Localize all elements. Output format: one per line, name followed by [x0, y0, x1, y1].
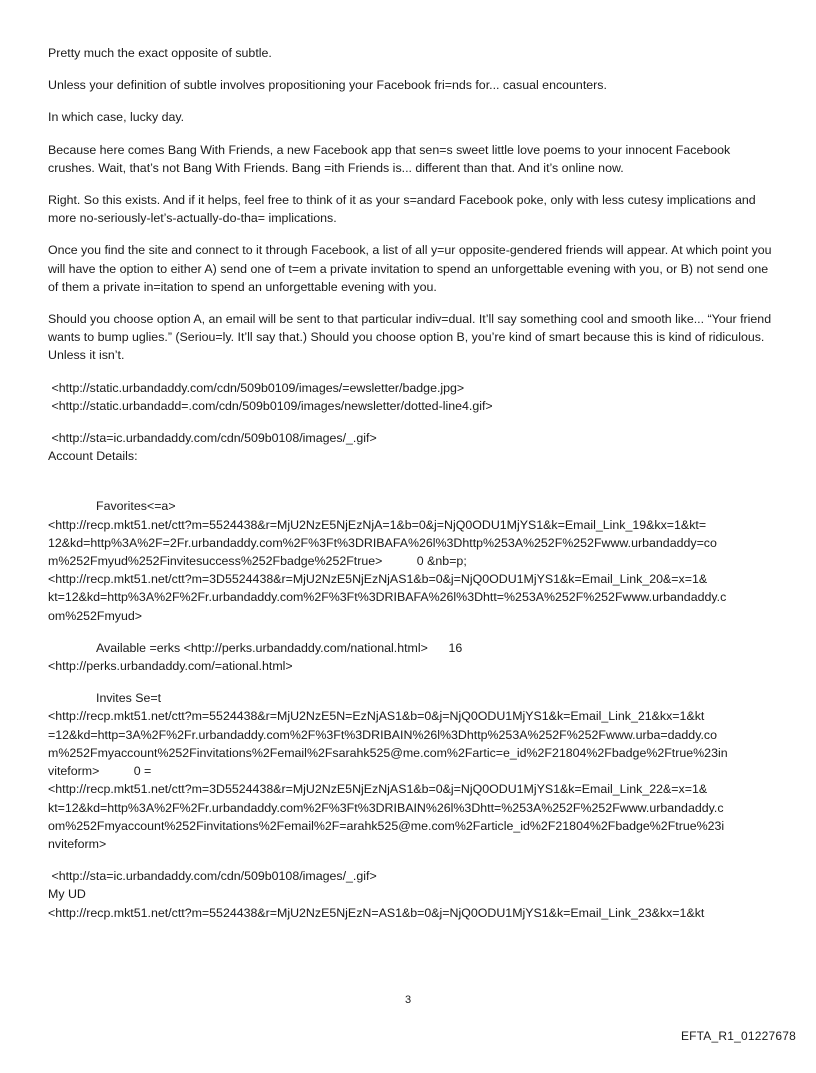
document-id: EFTA_R1_01227678 — [680, 1029, 796, 1043]
invites-link-line[interactable]: <http://recp.mkt51.net/ctt?m=5524438&r=MjU2NzE5N=EzNjAS1&b=0&j=NjQ0ODU1MjYS1&k=Email_Link_21&kx=1&kt — [48, 709, 705, 724]
favorites-link-line[interactable]: kt=12&kd=http%3A%2F%2Fr.urbandaddy.com%2F%3Ft%3DRIBAFA%26l%3Dhtt=%253A%252F%252Fwww.urbandaddy.c — [48, 590, 727, 605]
paragraph-3: In which case, lucky day. — [48, 110, 185, 125]
favorites-link-line[interactable]: <http://recp.mkt51.net/ctt?m=5524438&r=MjU2NzE5NjEzNjA=1&b=0&j=NjQ0ODU1MjYS1&k=Email_Link_19&kx=1&kt= — [48, 517, 707, 532]
invites-link-line[interactable]: m%252Fmyaccount%252Finvitations%2Femail%2Fsarahk525@me.com%2Fartic=e_id%2F21804%2Fbadge%2Ftrue%23in — [48, 745, 728, 760]
perks-link-continued[interactable]: <http://perks.urbandaddy.com/=ational.html> — [48, 659, 293, 674]
invites-link-line[interactable]: om%252Fmyaccount%252Finvitations%2Femail%2F=arahk525@me.com%2Farticle_id%2F21804%2Fbadge%2Ftrue%23i — [48, 818, 725, 833]
document-page — [48, 44, 778, 922]
perks-link[interactable]: Available =erks <http://perks.urbandaddy.com/national.html> 16 — [96, 640, 463, 655]
favorites-link-line[interactable]: om%252Fmyud> — [48, 608, 143, 623]
favorites-link-line[interactable]: 12&kd=http%3A%2F=2Fr.urbandaddy.com%2F%3Ft%3DRIBAFA%26l%3Dhttp%253A%252F%252Fwww.urbandaddy=co — [48, 535, 717, 550]
paragraph-5: Right. So this exists. And if it helps, feel free to think of it as your s=andard Facebook poke, only with less cutesy implications and more no-seriously-let’s-actually-do-tha= implications. — [48, 193, 760, 226]
invites-label[interactable]: Invites Se=t — [96, 691, 162, 706]
favorites-section — [48, 497, 778, 624]
page-number: 3 — [404, 994, 412, 1006]
dotted-line-image-link[interactable]: <http://static.urbandadd=.com/cdn/509b0109/images/newsletter/dotted-line4.gif> — [48, 398, 493, 413]
favorites-link-line[interactable]: <http://recp.mkt51.net/ctt?m=3D5524438&r=MjU2NzE5NjEzNjAS1&b=0&j=NjQ0ODU1MjYS1&k=Email_Link_20&=x=1& — [48, 572, 708, 587]
favorites-link-line[interactable]: m%252Fmyud%252Finvitesuccess%252Fbadge%252Ftrue> 0 &nb=p; — [48, 554, 467, 569]
paragraph-6: Once you find the site and connect to it through Facebook, a list of all y=ur opposite-gendered friends will appear. At which point you will have the option to either A) send one of t=em a private invitation to spend an unforgettable evening with you, or B) not send one of them a private in=itation to spend an unforgettable evening with you. — [48, 243, 776, 294]
invites-section — [48, 689, 778, 853]
perks-section — [48, 639, 778, 675]
paragraph-7: Should you choose option A, an email will be sent to that particular indiv=dual. It’ll say something cool and smooth like... “Your friend wants to bump uglies.” (Seriou=ly. It’ll say that.) Should you choose option B, you’re kind of smart because this is kind of ridiculous. — [48, 312, 775, 345]
favorites-label[interactable]: Favorites<=a> — [96, 499, 176, 514]
my-ud-link[interactable]: <http://recp.mkt51.net/ctt?m=5524438&r=MjU2NzE5NjEzN=AS1&b=0&j=NjQ0ODU1MjYS1&k=Email_Link_23&kx=1&kt — [48, 905, 705, 920]
image-links — [48, 379, 778, 415]
invites-link-line[interactable]: kt=12&kd=http%3A%2F%2Fr.urbandaddy.com%2F%3Ft%3DRIBAIN%26l%3Dhtt=%253A%252F%252Fwww.urbandaddy.c — [48, 800, 724, 815]
paragraph-7-block — [48, 310, 778, 365]
invites-link-line[interactable]: =12&kd=http=3A%2F%2Fr.urbandaddy.com%2F%3Ft%3DRIBAIN%26l%3Dhttp%253A%252F%252Fwww.urba=daddy.co — [48, 727, 718, 742]
account-details-heading: Account Details: — [48, 449, 138, 464]
spacer-gif-link[interactable]: <http://sta=ic.urbandaddy.com/cdn/509b0108/images/_.gif> — [48, 431, 377, 446]
paragraph-2: Unless your definition of subtle involves propositioning your Facebook fri=nds for... casual encounters. — [48, 78, 607, 93]
unless-line: Unless it isn’t. — [48, 348, 125, 363]
paragraph-4: Because here comes Bang With Friends, a new Facebook app that sen=s sweet little love poems to your innocent Facebook crushes. Wait, that’s not Bang With Friends. Bang =ith Friends is... different than that. And it’s online now. — [48, 142, 734, 175]
spacer-gif-link-2[interactable]: <http://sta=ic.urbandaddy.com/cdn/509b0108/images/_.gif> — [48, 869, 377, 884]
paragraph-1: Pretty much the exact opposite of subtle. — [48, 46, 272, 60]
invites-link-line[interactable]: viteform> 0 = — [48, 764, 152, 779]
my-ud-label: My UD — [48, 887, 86, 902]
invites-link-line[interactable]: <http://recp.mkt51.net/ctt?m=3D5524438&r=MjU2NzE5NjEzNjAS1&b=0&j=NjQ0ODU1MjYS1&k=Email_Link_22&=x=1& — [48, 782, 708, 797]
invites-link-line[interactable]: nviteform> — [48, 836, 107, 851]
badge-image-link[interactable]: <http://static.urbandaddy.com/cdn/509b0109/images/=ewsletter/badge.jpg> — [48, 380, 465, 395]
